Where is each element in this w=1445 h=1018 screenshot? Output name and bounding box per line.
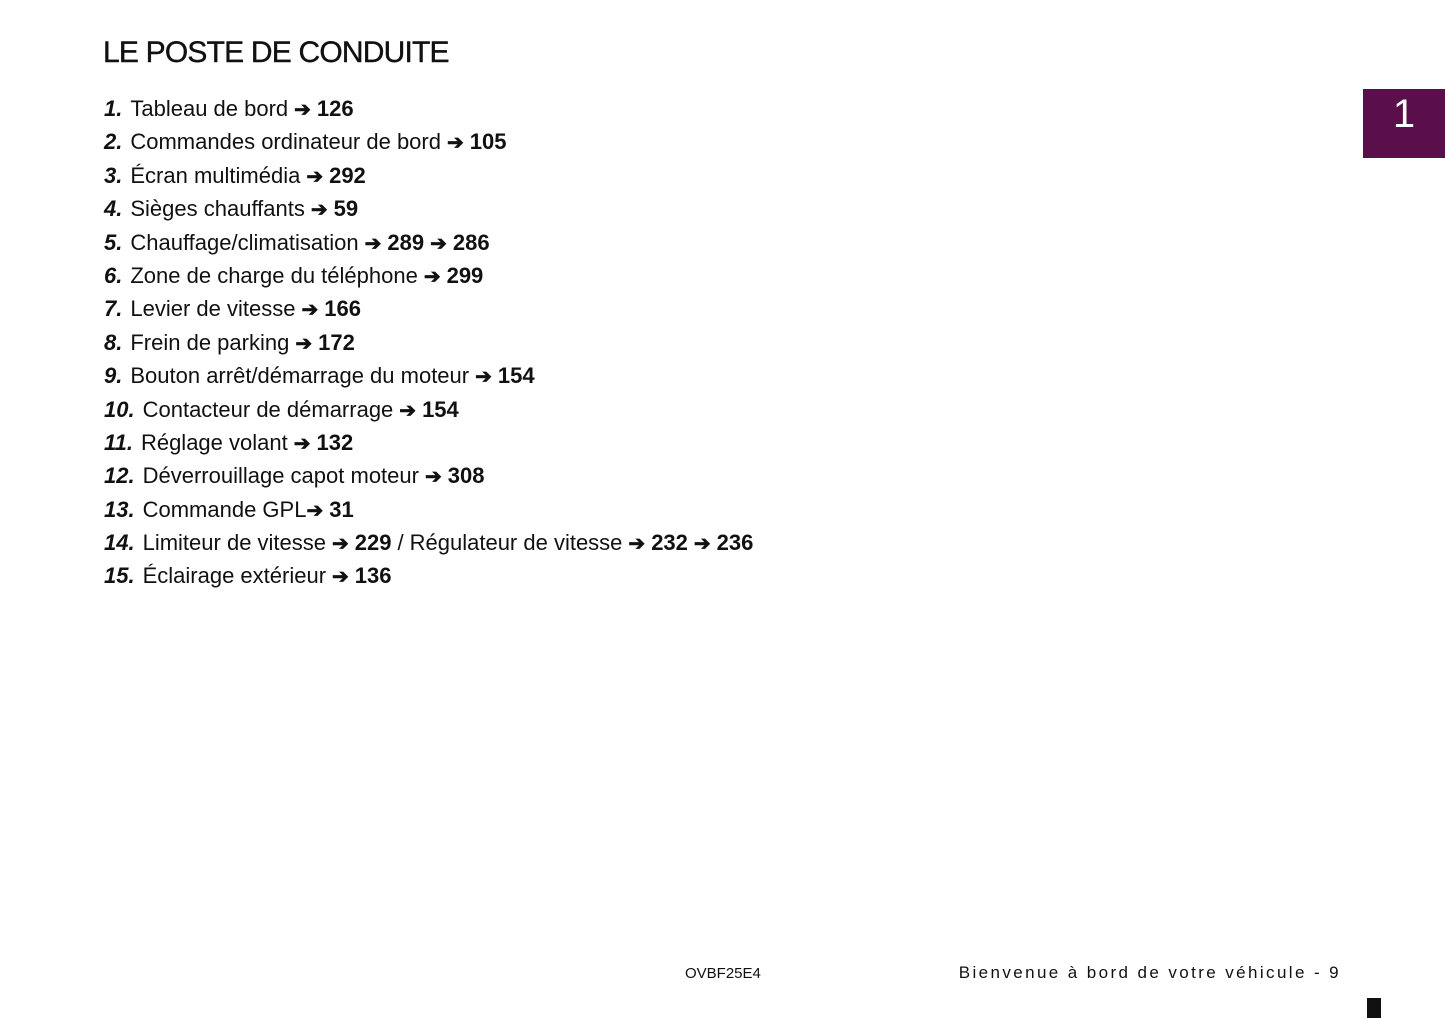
arrow-right-icon: ➔ [293,432,311,455]
list-item [104,493,753,526]
list-item [104,192,753,225]
page-ref[interactable]: 292 [329,162,366,188]
list-item [104,326,753,359]
page-ref[interactable]: 105 [469,129,507,155]
page-ref[interactable]: 236 [716,530,754,556]
page-ref[interactable]: 172 [318,329,355,355]
page-footer: Bienvenue à bord de votre véhicule - 9 [958,963,1341,982]
chapter-tab: 1 [1363,89,1445,158]
item-number: 2. [104,129,123,155]
list-item [104,359,753,392]
item-label: Levier de vitesse [130,296,296,322]
page-ref[interactable]: 31 [329,496,354,522]
item-label: Éclairage extérieur [142,563,327,589]
arrow-right-icon: ➔ [306,499,324,522]
item-number: 5. [104,229,123,255]
arrow-right-icon: ➔ [301,299,319,322]
item-label: Commandes ordinateur de bord [130,129,441,155]
item-label: Contacteur de démarrage [142,396,394,422]
item-label: Réglage volant [140,429,288,455]
arrow-right-icon: ➔ [424,466,442,489]
page-ref[interactable]: 229 [354,530,392,556]
item-label: Bouton arrêt/démarrage du moteur [130,363,470,389]
item-label: Sièges chauffants [130,196,305,222]
contents-list [104,92,753,593]
item-number: 1. [104,96,123,121]
list-item [104,125,753,158]
item-number: 3. [104,162,123,188]
arrow-right-icon: ➔ [446,132,464,155]
item-label: Frein de parking [130,329,290,355]
arrow-right-icon: ➔ [310,199,328,222]
arrow-right-icon: ➔ [430,232,447,255]
item-number: 4. [104,196,123,222]
item-number: 6. [104,262,123,288]
list-item [104,159,753,192]
document-code: OVBF25E4 [685,965,761,982]
list-item [104,292,753,325]
arrow-right-icon: ➔ [332,566,349,589]
page-ref[interactable]: 59 [333,196,359,222]
page-ref[interactable]: 232 [651,530,688,556]
page-ref[interactable]: 289 [387,229,425,255]
item-label: Tableau de bord [130,96,289,121]
item-label: Déverrouillage capot moteur [142,463,419,489]
arrow-right-icon: ➔ [295,332,313,355]
page-ref[interactable]: 286 [452,229,490,255]
list-item [104,226,753,259]
arrow-right-icon: ➔ [294,99,311,121]
item-number: 11. [104,429,133,455]
arrow-right-icon: ➔ [306,165,324,188]
list-item [104,393,753,426]
arrow-right-icon: ➔ [399,399,417,422]
item-number: 12. [104,463,135,489]
item-number: 14. [104,530,135,556]
page-ref[interactable]: 308 [447,463,485,489]
page-ref[interactable]: 132 [316,429,354,455]
item-number: 7. [104,296,123,322]
arrow-right-icon: ➔ [423,265,441,288]
arrow-right-icon: ➔ [475,366,492,389]
separator: / [397,530,404,556]
corner-mark [1367,998,1381,1018]
page-ref[interactable]: 166 [324,296,361,322]
arrow-right-icon: ➔ [628,533,646,556]
item-label: Écran multimédia [130,162,301,188]
list-item [104,559,753,592]
item-label: Limiteur de vitesse [142,530,327,556]
page-title: LE POSTE DE CONDUITE [103,36,449,69]
item-number: 15. [104,563,135,589]
item-number: 8. [104,329,123,355]
item-label: Zone de charge du téléphone [130,262,418,288]
list-item [104,526,753,559]
page-ref[interactable]: 126 [316,96,354,121]
item-number: 10. [104,396,135,422]
page-ref[interactable]: 154 [422,396,459,422]
list-item [104,459,753,492]
item-number: 13. [104,496,135,522]
list-item [104,259,753,292]
arrow-right-icon: ➔ [332,533,349,556]
page-ref[interactable]: 299 [446,262,484,288]
list-item [104,426,753,459]
page-ref[interactable]: 154 [497,363,535,389]
item-number: 9. [104,363,123,389]
arrow-right-icon: ➔ [693,533,711,556]
item-label: Chauffage/climatisation [130,229,359,255]
item-label: Commande GPL [142,496,307,522]
list-item [104,92,753,125]
page-ref[interactable]: 136 [354,563,392,589]
item-label: Régulateur de vitesse [409,530,623,556]
arrow-right-icon: ➔ [364,232,382,255]
